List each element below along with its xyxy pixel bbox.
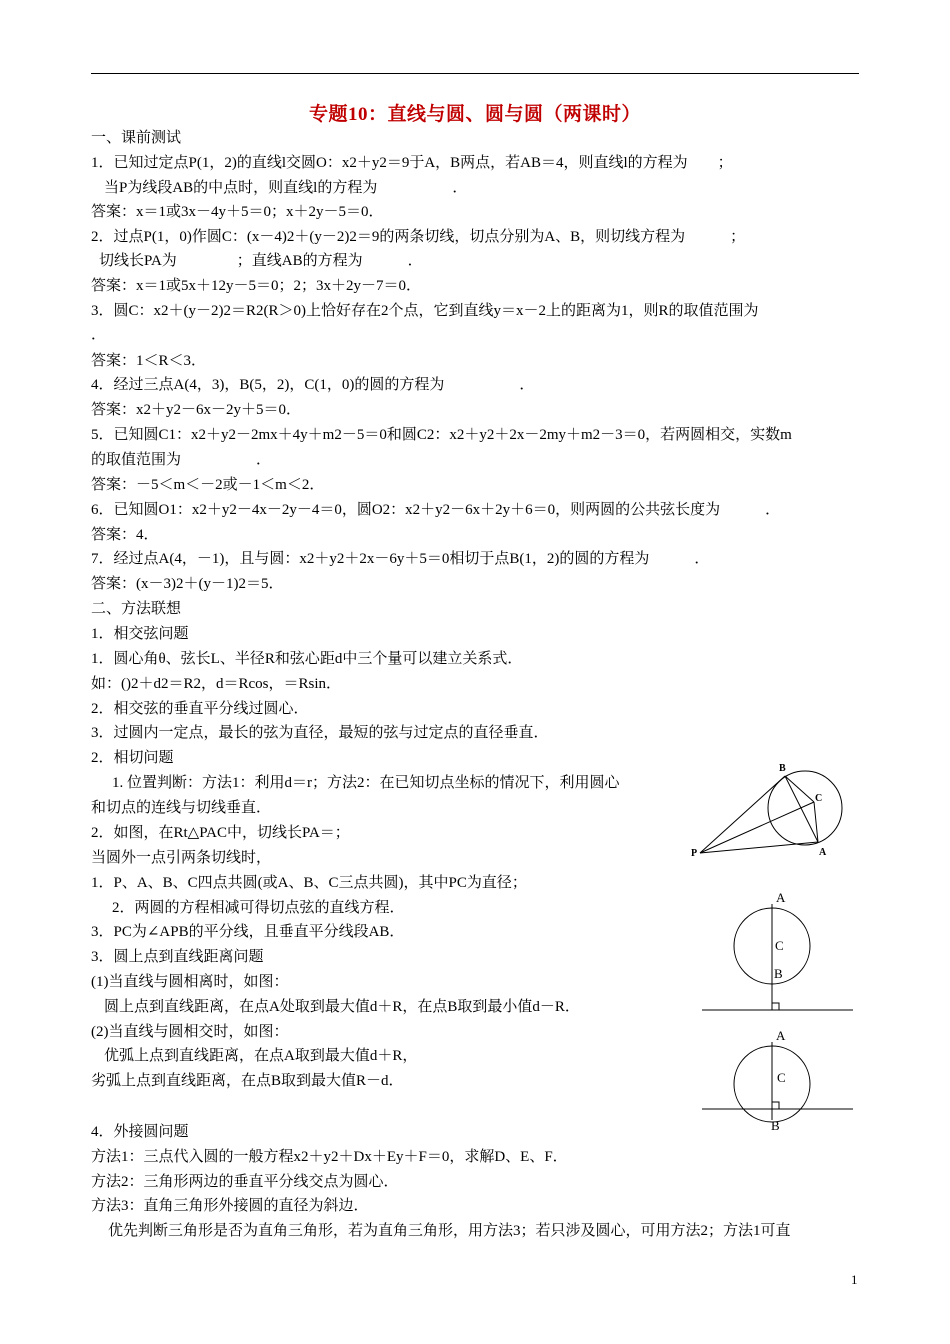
text-line: 一、课前测试 [91, 130, 182, 146]
fig1-label-c: C [815, 793, 823, 804]
text-line: 2．相交弦的垂直平分线过圆心． [91, 701, 309, 717]
text-line: 方法1：三点代入圆的一般方程x2＋y2＋Dx＋Ey＋F＝0，求解D、E、F． [91, 1149, 568, 1165]
page-title: 专题10：直线与圆、圆与圆（两课时） [308, 104, 641, 125]
text-line: 的取值范围为 ． [91, 452, 272, 468]
text-line: 3．过圆内一定点，最长的弦为直径，最短的弦与过定点的直径垂直． [91, 725, 549, 741]
text-line: 优先判断三角形是否为直角三角形，若为直角三角形，用方法3；若只涉及圆心，可用方法2；方法1可直 [108, 1223, 791, 1239]
text-line: 1. 位置判断：方法1：利用d＝r；方法2：在已知切点坐标的情况下，利用圆心 [112, 775, 620, 791]
text-line: 7．经过点A(4，－1)，且与圆：x2＋y2＋2x－6y＋5＝0相切于点B(1，2)的圆的方程为 ． [91, 551, 710, 567]
text-line: 当圆外一点引两条切线时， [91, 850, 272, 866]
text-line: (1)当直线与圆相离时，如图： [91, 974, 289, 990]
text-line: 圆上点到直线距离，在点A处取到最大值d＋R，在点B取到最小值d－R． [104, 999, 580, 1015]
text-line: 3．圆上点到直线距离问题 [91, 949, 264, 965]
text-line: 答案：1＜R＜3． [91, 353, 207, 369]
fig2-label-b: B [774, 966, 783, 981]
text-line: 4．经过三点A(4，3)，B(5，2)，C(1，0)的圆的方程为 ． [91, 377, 535, 393]
text-line: 当P为线段AB的中点时，则直线l的方程为 ． [104, 180, 468, 196]
fig1-label-a: A [819, 847, 827, 858]
fig1-label-p: P [691, 848, 698, 859]
text-line: 和切点的连线与切线垂直． [91, 800, 272, 816]
top-rule [91, 73, 859, 74]
text-line: 答案：x＝1或5x＋12y－5＝0；2；3x＋2y－7＝0． [91, 278, 422, 294]
text-line: 方法3：直角三角形外接圆的直径为斜边． [91, 1198, 369, 1214]
fig2-label-c: C [775, 938, 784, 953]
text-line: 二、方法联想 [91, 601, 182, 617]
separate-figure [700, 888, 855, 1016]
text-line: 答案：x＝1或3x－4y＋5＝0；x＋2y－5＝0． [91, 204, 384, 220]
text-line: 1．相交弦问题 [91, 626, 189, 642]
text-line: 2．相切问题 [91, 750, 174, 766]
tangent-figure [685, 758, 855, 868]
text-line: (2)当直线与圆相交时，如图： [91, 1024, 289, 1040]
text-line: 5．已知圆C1：x2＋y2－2mx＋4y＋m2－5＝0和圆C2：x2＋y2＋2x－2my＋m2－3＝0，若两圆相交，实数m [91, 427, 792, 443]
text-line: 答案：(x－3)2＋(y－1)2＝5． [91, 576, 284, 592]
text-line: 3．圆C：x2＋(y－2)2＝R2(R＞0)上恰好存在2个点，它到直线y＝x－2上的距离为1，则R的取值范围为 [91, 303, 759, 319]
text-line: 优弧上点到直线距离，在点A取到最大值d＋R， [104, 1048, 418, 1064]
fig3-label-a: A [776, 1028, 786, 1043]
text-line: 如：()2＋d2＝R2，d＝Rcos，＝Rsin． [91, 676, 342, 692]
text-line: 劣弧上点到直线距离，在点B取到最大值R－d． [91, 1073, 404, 1089]
text-line: 6．已知圆O1：x2＋y2－4x－2y－4＝0，圆O2：x2＋y2－6x＋2y＋6＝0，则两圆的公共弦长度为 ． [91, 502, 781, 518]
fig1-label-b: B [779, 763, 786, 774]
text-line: 3．PC为∠APB的平分线，且垂直平分线段AB． [91, 924, 405, 940]
page-number: 1 [851, 1272, 858, 1287]
text-line: 答案：4． [91, 527, 159, 543]
text-line: 4．外接圆问题 [91, 1124, 189, 1140]
fig3-label-b: B [771, 1118, 780, 1133]
text-line: 2．过点P(1，0)作圆C：(x－4)2＋(y－2)2＝9的两条切线，切点分别为A、B，则切线方程为 ； [91, 229, 746, 245]
text-line: 1．P、A、B、C四点共圆(或A、B、C三点共圆)，其中PC为直径； [91, 875, 527, 891]
text-line: 答案：x2＋y2－6x－2y＋5＝0． [91, 402, 302, 418]
text-line: 1．已知过定点P(1，2)的直线l交圆O：x2＋y2＝9于A，B两点，若AB＝4，则直线l的方程为 ； [91, 155, 733, 171]
fig3-label-c: C [777, 1070, 786, 1085]
fig2-label-a: A [776, 890, 786, 905]
text-line: 1．圆心角θ、弦长L、半径R和弦心距d中三个量可以建立关系式． [91, 651, 523, 667]
text-line: 切线长PA为 ；直线AB的方程为 ． [99, 253, 423, 269]
text-line: 2．如图，在Rt△PAC中，切线长PA＝； [91, 825, 350, 841]
text-line: 2．两圆的方程相减可得切点弦的直线方程． [112, 900, 405, 916]
intersect-figure [700, 1025, 855, 1137]
text-line: 答案：－5＜m＜－2或－1＜m＜2． [91, 477, 325, 493]
text-line: ． [91, 327, 107, 343]
text-line: 方法2：三角形两边的垂直平分线交点为圆心． [91, 1174, 399, 1190]
